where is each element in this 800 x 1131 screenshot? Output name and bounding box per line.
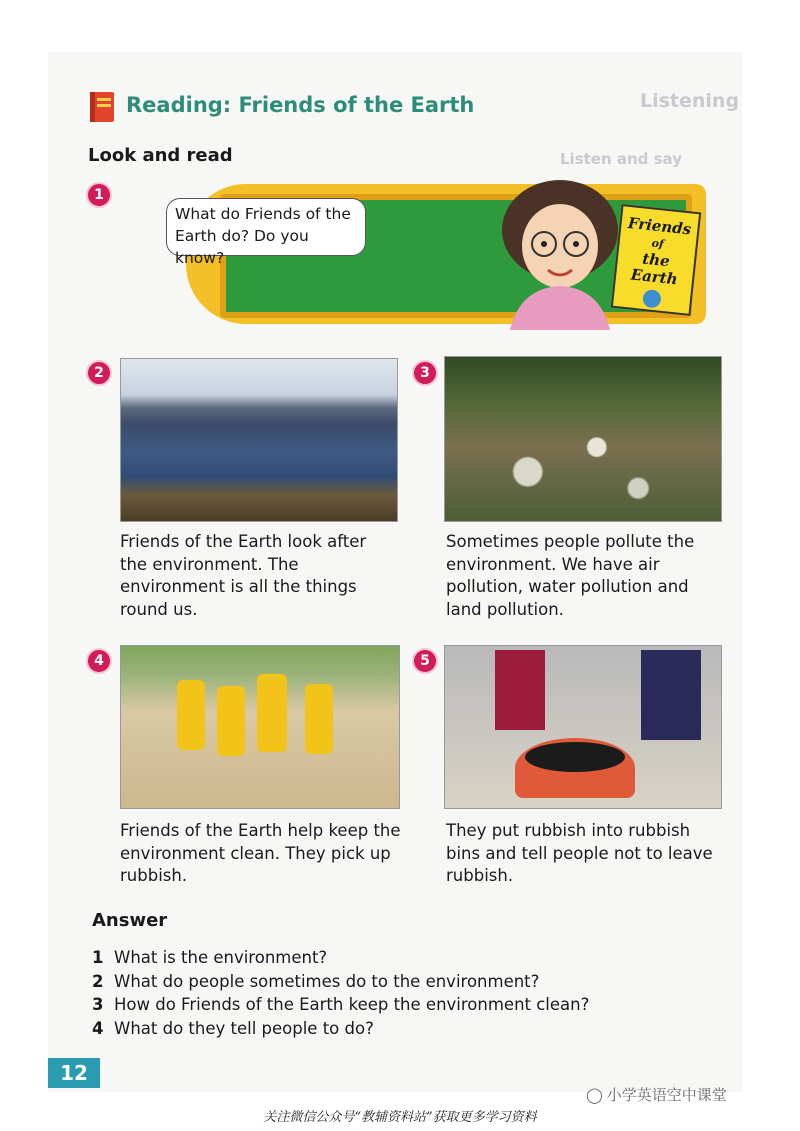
- look-and-read-heading: Look and read: [88, 145, 233, 166]
- panel-number: 1: [86, 182, 112, 208]
- panel-number: 5: [412, 648, 438, 674]
- panel4-caption: Friends of the Earth help keep the environment clean. They pick up rubbish.: [120, 821, 401, 885]
- page-title: Reading: Friends of the Earth: [126, 93, 475, 117]
- footer-note: 关注微信公众号“教辅资料站”获取更多学习资料: [263, 1110, 537, 1125]
- book-title-line: Friends: [627, 213, 693, 239]
- page-number: 12: [48, 1058, 100, 1088]
- question-item: 2 What do people sometimes do to the environment?: [92, 971, 540, 991]
- wechat-icon: ◯: [586, 1085, 603, 1104]
- book-title-line: the Earth: [629, 249, 679, 289]
- panel3-caption: Sometimes people pollute the environment. We have air pollution, water pollution and land pollution.: [446, 532, 695, 619]
- panel2-caption: Friends of the Earth look after the environment. The environment is all the things round us.: [120, 532, 367, 619]
- answer-heading: Answer: [92, 910, 168, 931]
- panel-number: 2: [86, 360, 112, 386]
- globe-icon: [642, 289, 662, 309]
- volunteers-picking-rubbish-photo: [120, 645, 400, 809]
- polluted-land-photo: [444, 356, 722, 522]
- friends-of-earth-book: [611, 204, 701, 316]
- lake-mountains-photo: [120, 358, 398, 522]
- panel-number: 4: [86, 648, 112, 674]
- book-icon: [88, 90, 116, 124]
- wechat-watermark: ◯ 小学英语空中课堂: [586, 1085, 727, 1104]
- rubbish-bin-photo: [444, 645, 722, 809]
- question-list: [92, 946, 589, 1040]
- book-title-line: of: [651, 236, 665, 251]
- panel-number: 3: [412, 360, 438, 386]
- question-item: 3 How do Friends of the Earth keep the environment clean?: [92, 995, 590, 1014]
- bleed-through: Listen and say: [560, 150, 682, 168]
- bleed-through: Listening: [640, 90, 740, 112]
- question-item: 4 What do they tell people to do?: [92, 1018, 374, 1038]
- panel5-caption: They put rubbish into rubbish bins and tell people not to leave rubbish.: [446, 821, 713, 885]
- question-item: 1 What is the environment?: [92, 948, 328, 967]
- speech-bubble: What do Friends of the Earth do? Do you know?: [166, 198, 366, 256]
